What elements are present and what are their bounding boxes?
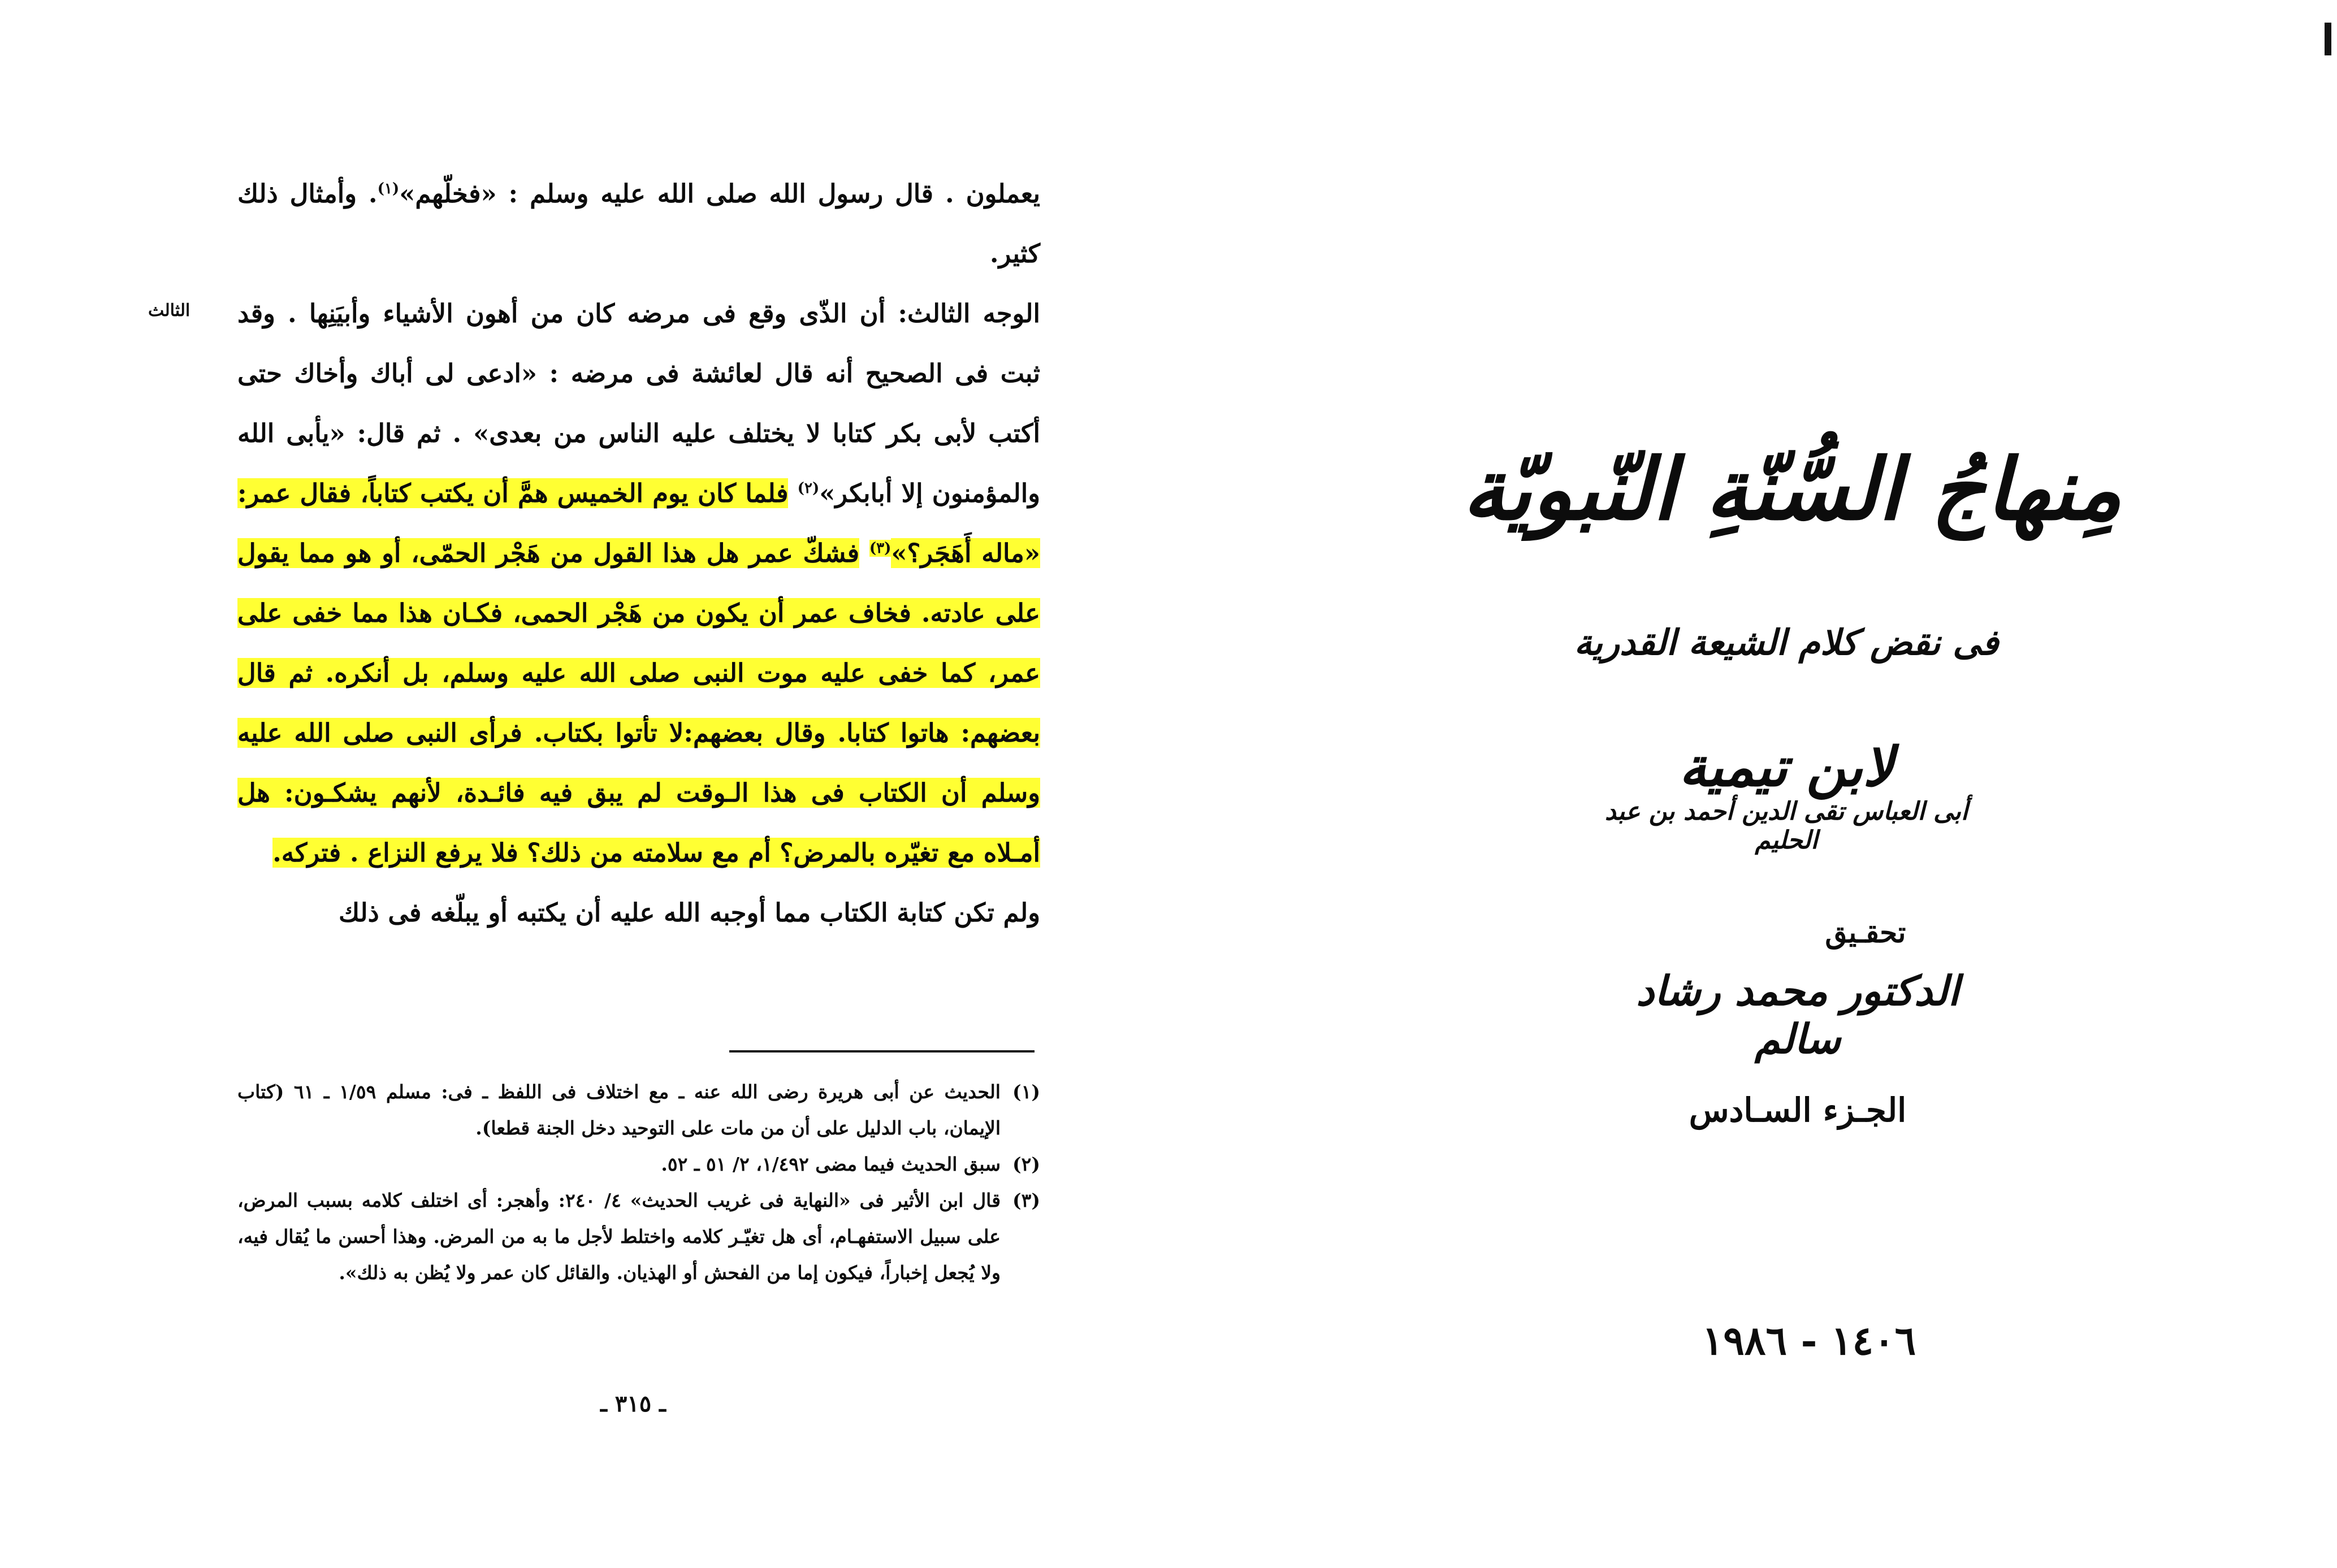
footnote-ref-2: (٢) <box>797 480 820 497</box>
footnote-text: سبق الحديث فيما مضى ١/٤٩٢، ٢/ ٥١ ـ ٥٢. <box>661 1153 1001 1175</box>
page-number: ـ ٣١٥ ـ <box>600 1391 666 1417</box>
footnote-2 <box>237 1146 1040 1183</box>
book-title: مِنهاجُ السُّنّةِ النّبويّة <box>1462 440 2122 539</box>
footnote-1 <box>237 1074 1040 1146</box>
left-page <box>0 0 1131 1568</box>
footnote-ref-3: (٣) <box>869 540 891 557</box>
volume-label: الجـزء السـادس <box>1689 1091 1907 1129</box>
footnotes <box>237 1074 1040 1291</box>
margin-note: الثالث <box>148 301 191 320</box>
footnote-divider <box>729 1050 1035 1052</box>
footnote-ref-1: (١) <box>377 180 400 197</box>
footnote-number: (١) <box>1012 1081 1040 1103</box>
paragraph-1-text: يعملون . قال رسول الله صلى الله عليه وسلم : «فخلّهم» <box>399 179 1041 209</box>
scan-edge-mark <box>2325 23 2331 55</box>
footnote-text: الحديث عن أبى هريرة رضى الله عنه ـ مع اختلاف فى اللفظ ـ فى: مسلم ١/٥٩ ـ ٦١ (كتاب الإيمان، باب الدليل على أن من مات على التوحيد دخل الجنة قطعا). <box>237 1081 1001 1139</box>
paragraph-2 <box>237 284 1040 883</box>
footnote-number: (٢) <box>1012 1153 1040 1175</box>
paragraph-3 <box>237 883 1040 943</box>
footnote-text: قال ابن الأثير فى «النهاية فى غريب الحديث» ٤/ ٢٤٠: وأهجر: أى اختلف كلامه بسبب المرض، على سبيل الاستفهـام، أى هل تغيّـر كلامه واختلط لأجل ما به من المرض. وهذا أحسن ما يُقال فيه، ولا يُجعل إخباراً، فيكون إما من الفحش أو الهذيان. والقائل كان عمر ولا يُظن به ذلك». <box>237 1189 1001 1284</box>
paragraph-3-text: ولم تكن كتابة الكتاب مما أوجبه الله عليه أن يكتبه أو يبلّغه فى ذلك <box>338 898 1040 928</box>
highlighted-text-1: فلما كان يوم الخميس همَّ أن يكتب كتاباً، فقال عمر: «ماله أَهَجَر؟» <box>237 478 1041 568</box>
footnote-number: (٣) <box>1012 1189 1040 1211</box>
footnote-3 <box>237 1183 1040 1291</box>
editor-label: تحقـيق <box>1825 916 1906 949</box>
author-name: لابن تيمية <box>1679 735 1894 799</box>
author-full-name: أبى العباس تقى الدين أحمد بن عبد الحليم <box>1604 797 1968 855</box>
paragraph-1-end: . وأمثال ذلك كثير. <box>237 179 1040 268</box>
paragraph-1 <box>237 164 1040 284</box>
book-subtitle: فى نقض كلام الشيعة القدرية <box>1574 622 1999 663</box>
publication-year: ١٤٠٦ - ١٩٨٦ <box>1702 1317 1916 1364</box>
section-heading: الوجه الثالث: <box>898 298 1040 328</box>
body-text <box>237 164 1040 943</box>
highlighted-text-2: فشكّ عمر هل هذا القول من هَجْر الحمّى، أو هو مما يقول على عادته. فخاف عمر أن يكون من هَجْر الحمى، فكـان هذا مما خفى على عمر، كما خفى عليه موت النبى صلى الله عليه وسلم، بل أنكره. ثم قال بعضهم: هاتوا كتابا. وقال بعضهم:لا تأتوا بكتاب. فرأى النبى صلى الله عليه وسلم أن الكتاب فى هذا الـوقت لم يبق فيه فائـدة، لأنهم يشكـون: هل أمـلاه مع تغيّره بالمرض؟ أم مع سلامته من ذلك؟ فلا يرفع النزاع . فتركه. <box>237 538 1040 868</box>
editor-name: الدكتور محمد رشاد سالم <box>1636 967 1959 1063</box>
paragraph-2-text: أن الذّى وقع فى مرضه كان من أهون الأشياء وأبيَنِها . وقد ثبت فى الصحيح أنه قال لعائشة فى مرضه : «ادعى لى أباك وأخاك حتى أكتب لأبى بكر كتابا لا يختلف عليه الناس من بعدى» . ثم قال: «يأبى الله والمؤمنون إلا أبابكر» <box>237 298 1040 508</box>
